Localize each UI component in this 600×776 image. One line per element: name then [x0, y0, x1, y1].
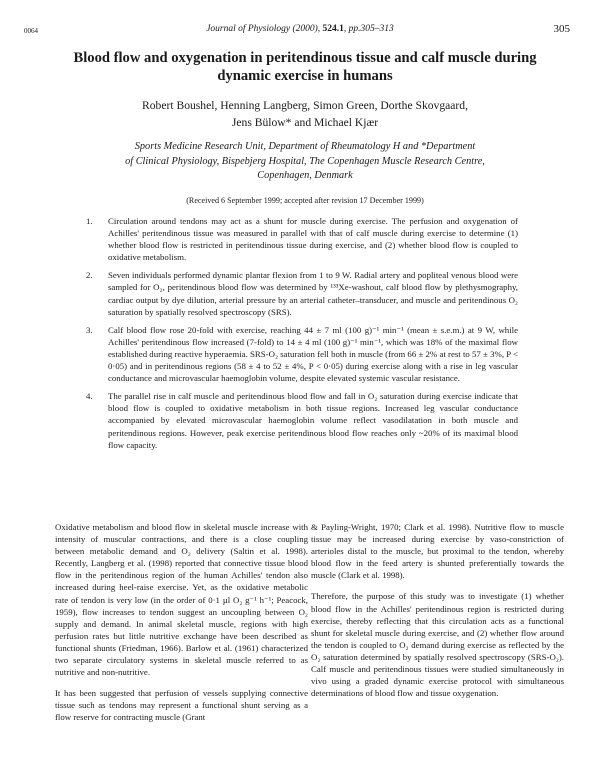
journal-pages: , pp.305–313: [343, 24, 394, 34]
body-column-left: [55, 521, 308, 733]
journal-citation: Journal of Physiology (2000),: [206, 24, 323, 34]
abstract-item-text: Seven individuals performed dynamic plantar flexion from 1 to 9 W. Radial artery and popliteal venous blood were sampled for O₂, peritendinous blood flow was determined by ¹³³Xe-washout, calf blood flow by plethysmography, cardiac output by dye dilution, arterial pressure by an arterial catheter–transducer, and muscle and peritendinous O₂ saturation by spatially resolved spectroscopy (SRS).: [108, 270, 518, 317]
running-header: [0, 24, 600, 34]
abstract-item-number: 4.: [86, 391, 93, 402]
abstract-item-text: Circulation around tendons may act as a shunt for muscle during exercise. The perfusion and oxygenation of Achilles' peritendinous tissue was measured in parallel with that of calf muscle during exercise to determine (1) whether blood flow is restricted in peritendinous tissue during exercise, and (2) whether blood flow is coupled to oxidative metabolism.: [108, 216, 518, 263]
affiliation-line: Sports Medicine Research Unit, Department of Rheumatology H and *Department: [134, 141, 476, 152]
received-dates: (Received 6 September 1999; accepted after revision 17 December 1999): [186, 196, 424, 205]
abstract-item-text: Calf blood flow rose 20-fold with exercise, reaching 44 ± 7 ml (100 g)⁻¹ min⁻¹ (mean ± s.e.m.) at 9 W, while Achilles' peritendinous flow increased (7-fold) to 14 ± 4 ml (100 g)⁻¹ min⁻¹, which was 18% of the maximal flow established during reactive hyperaemia. SRS-O₂ saturation fell both in muscle (from 66 ± 2% at rest to 57 ± 3%, P < 0·05) and in peritendinous regions (58 ± 4 to 52 ± 4%, P < 0·05) during exercise along with a rise in leg vascular conductance and microvascular haemoglobin volume, despite elevated systemic vascular resistance.: [108, 324, 518, 384]
affiliation-line: of Clinical Physiology, Bispebjerg Hospital, The Copenhagen Muscle Research Centre,: [125, 155, 485, 167]
article-title: Blood flow and oxygenation in peritendinous tissue and calf muscle during dynamic exercise in humans: [73, 50, 537, 84]
body-column-right: [311, 521, 564, 708]
body-paragraph: & Payling-Wright, 1970; Clark et al. 1998). Nutritive flow to muscle tissue may be increased during exercise by vaso-constriction of arterioles distal to the muscle, but proximal to the tendon, whereby blood flow in the feed artery is shunted preferentially towards the muscle (Clark et al. 1998).: [311, 522, 564, 581]
abstract-item-number: 2.: [86, 270, 93, 281]
abstract: [86, 215, 518, 457]
body-paragraph: Therefore, the purpose of this study was to investigate (1) whether blood flow in the Achilles' peritendinous region is restricted during exercise, thereby reflecting that this circulation acts as a functional shunt for skeletal muscle during exercise, and (2) whether flow around the tendon is coupled to O₂ demand during exercise as reflected by the O₂ saturation determined by spatially resolved spectroscopy (SRS-O₂). Calf muscle and peritendinous tissues were studied simultaneously in vivo using a graded dynamic exercise protocol with simultaneous determinations of blood flow and tissue oxygenation.: [311, 591, 564, 699]
abstract-item: [86, 269, 518, 317]
abstract-item: [86, 324, 518, 384]
body-paragraph: It has been suggested that perfusion of vessels supplying connective tissue such as tendons may represent a functional shunt serving as a flow reserve for contracting muscle (Grant: [55, 688, 308, 723]
abstract-item-number: 1.: [86, 216, 93, 226]
abstract-item: [86, 390, 518, 450]
affiliation-line: Copenhagen, Denmark: [257, 170, 353, 182]
abstract-item-text: The parallel rise in calf muscle and peritendinous blood flow and fall in O₂ saturation during exercise indicate that blood flow is coupled to oxidative metabolism in both tissue regions. Increased leg vascular conductance accompanied by elevated microvascular haemoglobin volume reflect vasodilatation in both muscle and peritendinous regions. However, peak exercise peritendinous blood flow reaches only ~20% of its maximal blood flow capacity.: [108, 391, 518, 450]
abstract-item: [86, 215, 518, 263]
author-line: Jens Bülow* and Michael Kjær: [231, 116, 379, 129]
page-code: 0064: [24, 27, 38, 35]
abstract-item-number: 3.: [86, 324, 93, 335]
page-number: 305: [553, 23, 570, 35]
affiliation: [70, 140, 540, 184]
body-paragraph: Oxidative metabolism and blood flow in skeletal muscle increase with intensity of muscular contractions, and there is a close coupling between metabolic demand and O₂ delivery (Saltin et al. 1998). Recently, Langberg et al. (1998) reported that connective tissue blood flow in the peritendinous region of the human Achilles' tendon also increased during heel-raise exercise. Yet, as the oxidative metabolic rate of tendon is very low (in the order of 0·1 µl O₂ g⁻¹ h⁻¹; Peacock, 1959), flow increases to tendon suggest an uncoupling between O₂ supply and demand. In animal skeletal muscle, regions with high perfusion rates but little nutritive exchange have been described as functional shunts (Friedman, 1966). Barlow et al. (1961) characterized two separate circulatory systems in skeletal muscle referred to as nutritive and non-nutritive.: [55, 522, 308, 678]
author-line: Robert Boushel, Henning Langberg, Simon Green, Dorthe Skovgaard,: [142, 99, 468, 112]
author-list: [70, 97, 540, 131]
journal-volume: 524.1: [322, 24, 344, 34]
